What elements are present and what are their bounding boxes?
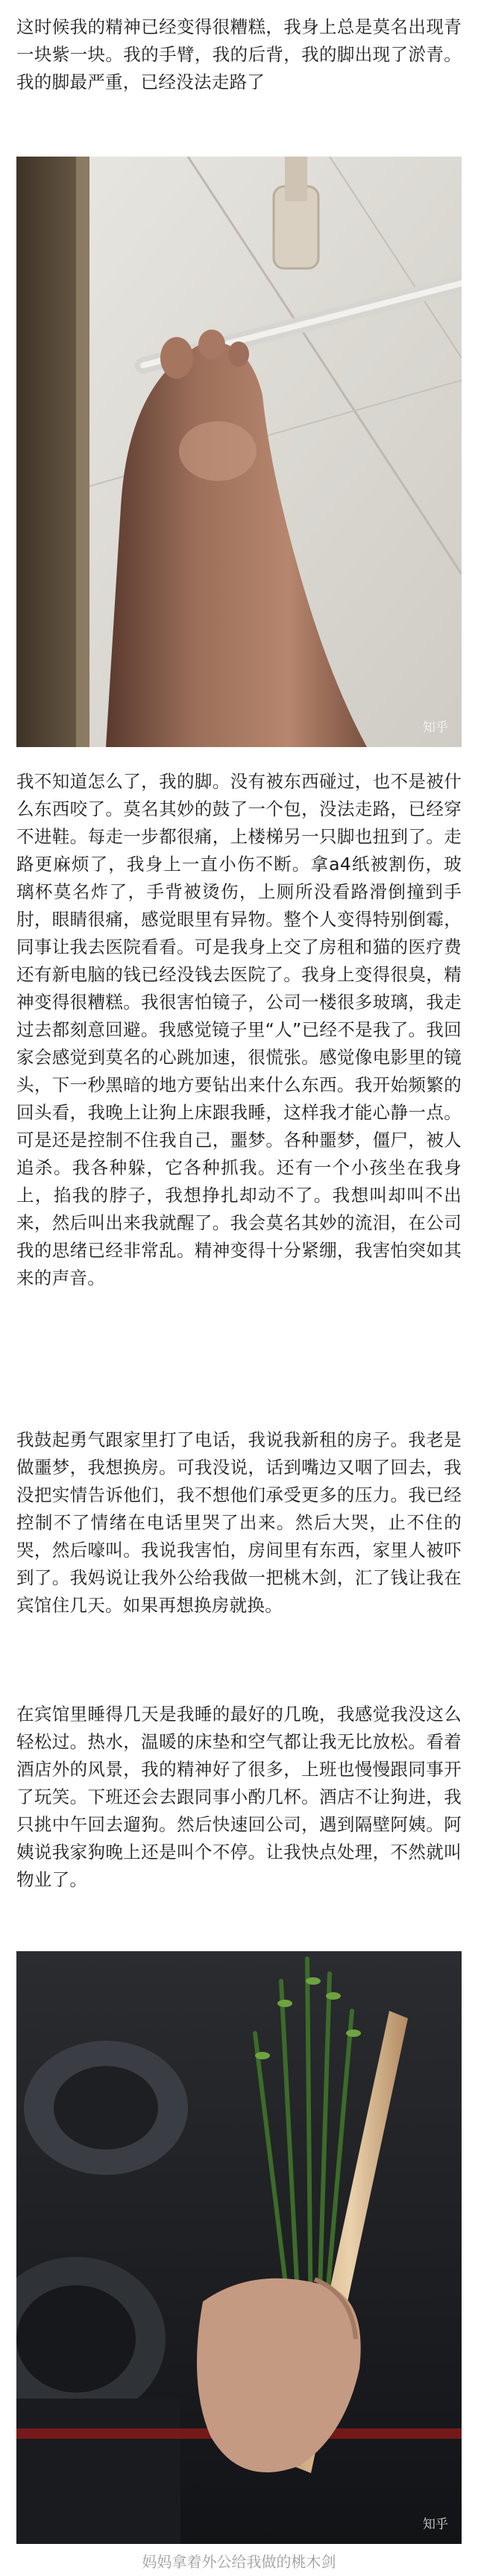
paragraph-1: 这时候我的精神已经变得很糟糕，我身上总是莫名出现青一块紫一块。我的手臂，我的后背，我的脚出现了淤青。我的脚最严重，已经没法走路了 (16, 16, 462, 92)
paragraph-4: 在宾馆里睡得几天是我睡的最好的几晚，我感觉我没这么轻松过。热水，温暖的床垫和空气都让我无比放松。看着酒店外的风景，我的精神好了很多，上班也慢慢跟同事开了玩笑。下班还会去跟同事小酌几杯。酒店不让狗进，我只挑中午回去遛狗。然后快速回公司，遇到隔壁阿姨。阿姨说我家狗晚上还是叫个不停。让我快点处理，不然就叫物业了。 (16, 1704, 462, 1890)
peach-wood-sword-photo (16, 1951, 462, 2544)
paragraph-3: 我鼓起勇气跟家里打了电话，我说我新租的房子。我老是做噩梦，我想换房。可我没说，话到嘴边又咽了回去，我没把实情告诉他们，我不想他们承受更多的压力。我已经控制不了情绪在电话里哭了出来。然后大哭，止不住的哭，然后嚎叫。我说我害怕，房间里有东西，家里人被吓到了。我妈说让我外公给我做一把桃木剑，汇了钱让我在宾馆住几天。如果再想换房就换。 (16, 1429, 462, 1616)
swollen-foot-photo (16, 157, 462, 747)
watermark-text: 知乎 (423, 720, 448, 735)
paragraph-2: 我不知道怎么了，我的脚。没有被东西碰过，也不是被什么东西咬了。莫名其妙的鼓了一个包，没法走路，已经穿不进鞋。每走一步都很痛，上楼梯另一只脚也扭到了。走路更麻烦了，我身上一直小伤不断。拿a4纸被割伤，玻璃杯莫名炸了，手背被烫伤，上厕所没看路滑倒撞到手肘，眼睛很痛，感觉眼里有异物。整个人变得特别倒霉，同事让我去医院看看。可是我身上交了房租和猫的医疗费还有新电脑的钱已经没钱去医院了。我身上变得很臭，精神变得很糟糕。我很害怕镜子，公司一楼很多玻璃，我走过去都刻意回避。我感觉镜子里“人”已经不是我了。我回家会感觉到莫名的心跳加速，很慌张。感觉像电影里的镜头，下一秒黑暗的地方要钻出来什么东西。我开始频繁的回头看，我晚上让狗上床跟我睡，这样我才能心静一点。可是还是控制不住我自己，噩梦。各种噩梦，僵尸，被人追杀。我各种躲，它各种抓我。还有一个小孩坐在我身上，掐我的脖子，我想挣扎却动不了。我想叫却叫不出来，然后叫出来我就醒了。我会莫名其妙的流泪，在公司我的思绪已经非常乱。精神变得十分紧绷，我害怕突如其来的声音。 (16, 771, 462, 1288)
foot-photo-illustration (16, 157, 462, 747)
watermark-text: 知乎 (423, 2517, 448, 2532)
sword-photo-illustration (16, 1951, 462, 2544)
image-caption: 妈妈拿着外公给我做的桃木剑 (142, 2553, 336, 2571)
